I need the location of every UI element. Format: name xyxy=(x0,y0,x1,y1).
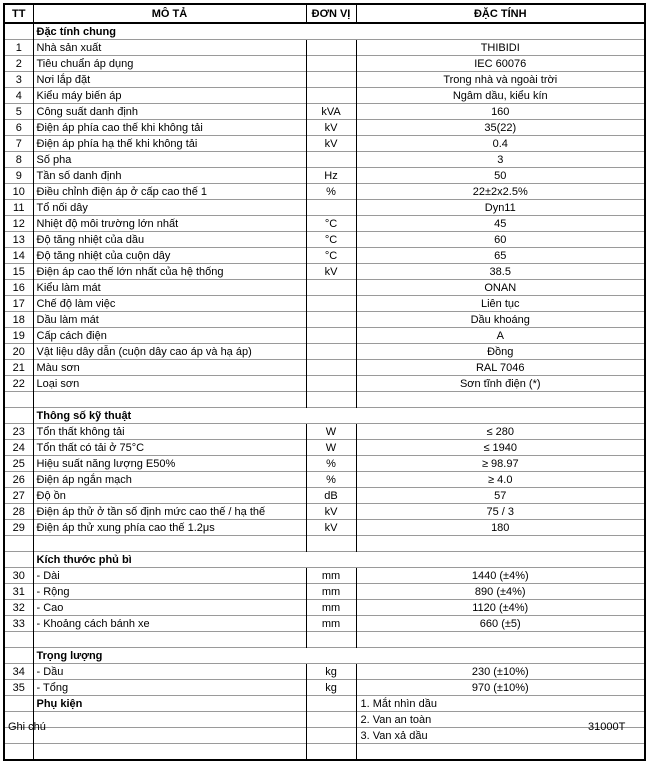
table-row xyxy=(4,616,645,632)
cell-value: Trong nhà và ngoài trời xyxy=(356,72,645,88)
cell-no: 35 xyxy=(4,680,33,696)
spec-sheet xyxy=(3,3,646,761)
cell-value: 230 (±10%) xyxy=(356,664,645,680)
cell-description: Chế độ làm việc xyxy=(33,296,306,312)
table-row xyxy=(4,488,645,504)
cell-description: - Rộng xyxy=(33,584,306,600)
cell-no: 10 xyxy=(4,184,33,200)
cell-value: Dyn11 xyxy=(356,200,645,216)
cell-unit: kV xyxy=(306,264,356,280)
column-header-tt: TT xyxy=(4,4,33,23)
cell-description: Tiêu chuẩn áp dụng xyxy=(33,56,306,72)
cell-no xyxy=(4,23,33,40)
cell-unit: dB xyxy=(306,488,356,504)
cell-description: - Dài xyxy=(33,568,306,584)
cell-unit xyxy=(306,328,356,344)
cell-no: 26 xyxy=(4,472,33,488)
cell-no: 18 xyxy=(4,312,33,328)
cell-value: 75 / 3 xyxy=(356,504,645,520)
section-title: Kích thước phủ bì xyxy=(33,552,645,568)
cell-value: 45 xyxy=(356,216,645,232)
cell-value: 2. Van an toàn xyxy=(356,712,645,728)
table-row xyxy=(4,344,645,360)
spacer-row xyxy=(4,392,645,408)
cell-description: Dầu làm mát xyxy=(33,312,306,328)
cell-value: 970 (±10%) xyxy=(356,680,645,696)
section-row xyxy=(4,552,645,568)
cell-no: 14 xyxy=(4,248,33,264)
cell-no: 28 xyxy=(4,504,33,520)
cell-value: Đồng xyxy=(356,344,645,360)
cell-description: Màu sơn xyxy=(33,360,306,376)
spec-table-body xyxy=(4,23,645,760)
spacer-row xyxy=(4,744,645,761)
cell-unit xyxy=(306,56,356,72)
cell-value: Dầu khoáng xyxy=(356,312,645,328)
spacer-row xyxy=(4,632,645,648)
cell-no: 6 xyxy=(4,120,33,136)
section-row xyxy=(4,23,645,40)
cell-description: - Khoảng cách bánh xe xyxy=(33,616,306,632)
table-row xyxy=(4,184,645,200)
cell-unit xyxy=(306,744,356,761)
column-header-donvi: ĐƠN VỊ xyxy=(306,4,356,23)
section-title: Trọng lượng xyxy=(33,648,645,664)
cell-description xyxy=(33,632,306,648)
cell-description: - Tổng xyxy=(33,680,306,696)
cell-unit xyxy=(306,40,356,56)
cell-no: 20 xyxy=(4,344,33,360)
column-header-mota: MÔ TẢ xyxy=(33,4,306,23)
cell-description: Tổ nối dây xyxy=(33,200,306,216)
cell-description: - Cao xyxy=(33,600,306,616)
cell-no: 7 xyxy=(4,136,33,152)
cell-description: Tần số danh định xyxy=(33,168,306,184)
cell-value xyxy=(356,536,645,552)
cell-unit xyxy=(306,392,356,408)
cell-description: Tổn thất không tải xyxy=(33,424,306,440)
cell-value: ≤ 280 xyxy=(356,424,645,440)
cell-unit: % xyxy=(306,184,356,200)
cell-value: 65 xyxy=(356,248,645,264)
cell-no: 25 xyxy=(4,456,33,472)
table-row xyxy=(4,680,645,696)
cell-unit: °C xyxy=(306,232,356,248)
cell-unit xyxy=(306,296,356,312)
cell-unit xyxy=(306,152,356,168)
table-row xyxy=(4,280,645,296)
table-row xyxy=(4,520,645,536)
cell-value: ≥ 4.0 xyxy=(356,472,645,488)
cell-value: IEC 60076 xyxy=(356,56,645,72)
cell-value: 38.5 xyxy=(356,264,645,280)
table-row xyxy=(4,696,645,712)
cell-no: 23 xyxy=(4,424,33,440)
cell-description: Nơi lắp đặt xyxy=(33,72,306,88)
cell-value xyxy=(356,632,645,648)
cell-description: Điều chỉnh điện áp ở cấp cao thế 1 xyxy=(33,184,306,200)
table-row xyxy=(4,296,645,312)
cell-no: 33 xyxy=(4,616,33,632)
cell-no: 11 xyxy=(4,200,33,216)
header-row xyxy=(4,4,645,23)
cell-description: Điện áp phía hạ thế khi không tải xyxy=(33,136,306,152)
cell-unit: kV xyxy=(306,504,356,520)
cell-no: 30 xyxy=(4,568,33,584)
cell-no: 34 xyxy=(4,664,33,680)
page-footer xyxy=(0,721,649,741)
cell-no: 29 xyxy=(4,520,33,536)
cell-no: 31 xyxy=(4,584,33,600)
cell-description: Độ tăng nhiệt của dầu xyxy=(33,232,306,248)
cell-value: ONAN xyxy=(356,280,645,296)
cell-unit: mm xyxy=(306,616,356,632)
section-row xyxy=(4,648,645,664)
cell-value xyxy=(356,744,645,761)
cell-value: Sơn tĩnh điện (*) xyxy=(356,376,645,392)
cell-no: 2 xyxy=(4,56,33,72)
cell-unit xyxy=(306,376,356,392)
cell-no: 17 xyxy=(4,296,33,312)
cell-value: 3 xyxy=(356,152,645,168)
spacer-row xyxy=(4,536,645,552)
cell-no: 19 xyxy=(4,328,33,344)
cell-value: RAL 7046 xyxy=(356,360,645,376)
cell-value: 60 xyxy=(356,232,645,248)
cell-unit xyxy=(306,344,356,360)
cell-unit xyxy=(306,632,356,648)
cell-value: THIBIDI xyxy=(356,40,645,56)
cell-description: - Dầu xyxy=(33,664,306,680)
cell-unit: kV xyxy=(306,136,356,152)
cell-unit: kVA xyxy=(306,104,356,120)
cell-description: Phụ kiện xyxy=(33,696,306,712)
cell-unit xyxy=(306,312,356,328)
table-row xyxy=(4,104,645,120)
cell-value: 160 xyxy=(356,104,645,120)
cell-no: 16 xyxy=(4,280,33,296)
cell-value: 180 xyxy=(356,520,645,536)
cell-value: Ngâm dầu, kiểu kín xyxy=(356,88,645,104)
cell-description xyxy=(33,744,306,761)
cell-value: 35(22) xyxy=(356,120,645,136)
table-row xyxy=(4,40,645,56)
cell-no: 22 xyxy=(4,376,33,392)
cell-value: 1120 (±4%) xyxy=(356,600,645,616)
table-row xyxy=(4,152,645,168)
cell-no xyxy=(4,552,33,568)
cell-no: 15 xyxy=(4,264,33,280)
table-row xyxy=(4,216,645,232)
table-row xyxy=(4,440,645,456)
table-row xyxy=(4,56,645,72)
cell-description: Điện áp ngắn mạch xyxy=(33,472,306,488)
cell-value: ≥ 98.97 xyxy=(356,456,645,472)
cell-no: 32 xyxy=(4,600,33,616)
footer-note-label: Ghi chú xyxy=(8,721,46,733)
cell-value: 22±2x2.5% xyxy=(356,184,645,200)
cell-no: 1 xyxy=(4,40,33,56)
table-row xyxy=(4,456,645,472)
cell-no: 5 xyxy=(4,104,33,120)
table-row xyxy=(4,584,645,600)
table-row xyxy=(4,264,645,280)
cell-unit: mm xyxy=(306,600,356,616)
cell-description: Nhà sản xuất xyxy=(33,40,306,56)
cell-no: 12 xyxy=(4,216,33,232)
cell-value: 1. Mắt nhìn dầu xyxy=(356,696,645,712)
cell-unit: % xyxy=(306,456,356,472)
cell-no xyxy=(4,408,33,424)
cell-unit xyxy=(306,696,356,712)
table-row xyxy=(4,360,645,376)
cell-description: Điện áp phía cao thế khi không tải xyxy=(33,120,306,136)
cell-unit: kg xyxy=(306,664,356,680)
table-row xyxy=(4,200,645,216)
cell-no xyxy=(4,648,33,664)
cell-unit: Hz xyxy=(306,168,356,184)
cell-value: 890 (±4%) xyxy=(356,584,645,600)
cell-unit xyxy=(306,360,356,376)
cell-no xyxy=(4,392,33,408)
cell-value: A xyxy=(356,328,645,344)
cell-description: Điện áp cao thế lớn nhất của hệ thống xyxy=(33,264,306,280)
cell-value: 0.4 xyxy=(356,136,645,152)
cell-value: 1440 (±4%) xyxy=(356,568,645,584)
cell-unit: W xyxy=(306,440,356,456)
cell-description: Tổn thất có tải ở 75°C xyxy=(33,440,306,456)
cell-unit: °C xyxy=(306,216,356,232)
footer-doc-number: 31000T xyxy=(588,721,626,733)
cell-unit: W xyxy=(306,424,356,440)
table-row xyxy=(4,232,645,248)
table-row xyxy=(4,568,645,584)
cell-description: Hiệu suất năng lượng E50% xyxy=(33,456,306,472)
table-row xyxy=(4,120,645,136)
cell-value: 3. Van xả dầu xyxy=(356,728,645,744)
cell-no: 24 xyxy=(4,440,33,456)
cell-value: 50 xyxy=(356,168,645,184)
spec-table-header xyxy=(4,4,645,23)
cell-no: 8 xyxy=(4,152,33,168)
table-row xyxy=(4,248,645,264)
table-row xyxy=(4,88,645,104)
cell-description: Kiểu máy biến áp xyxy=(33,88,306,104)
cell-description xyxy=(33,536,306,552)
cell-unit xyxy=(306,536,356,552)
cell-unit: % xyxy=(306,472,356,488)
table-row xyxy=(4,376,645,392)
cell-description: Công suất danh định xyxy=(33,104,306,120)
cell-description: Kiểu làm mát xyxy=(33,280,306,296)
column-header-dactinh: ĐẶC TÍNH xyxy=(356,4,645,23)
spec-table xyxy=(3,3,646,761)
cell-description: Độ ồn xyxy=(33,488,306,504)
table-row xyxy=(4,664,645,680)
table-row xyxy=(4,600,645,616)
cell-unit: kV xyxy=(306,520,356,536)
table-row xyxy=(4,136,645,152)
section-title: Đặc tính chung xyxy=(33,23,645,40)
table-row xyxy=(4,472,645,488)
table-row xyxy=(4,504,645,520)
table-row xyxy=(4,168,645,184)
table-row xyxy=(4,328,645,344)
cell-description: Độ tăng nhiệt của cuộn dây xyxy=(33,248,306,264)
cell-no: 21 xyxy=(4,360,33,376)
cell-description: Điện áp thử ở tần số định mức cao thế / hạ thế xyxy=(33,504,306,520)
cell-description: Số pha xyxy=(33,152,306,168)
table-row xyxy=(4,424,645,440)
cell-unit xyxy=(306,200,356,216)
cell-value: 660 (±5) xyxy=(356,616,645,632)
cell-unit: kg xyxy=(306,680,356,696)
cell-unit xyxy=(306,72,356,88)
cell-value: ≤ 1940 xyxy=(356,440,645,456)
cell-value: Liên tục xyxy=(356,296,645,312)
cell-unit xyxy=(306,280,356,296)
cell-unit: mm xyxy=(306,568,356,584)
cell-no: 13 xyxy=(4,232,33,248)
table-row xyxy=(4,72,645,88)
cell-no: 3 xyxy=(4,72,33,88)
table-row xyxy=(4,312,645,328)
cell-no xyxy=(4,744,33,761)
cell-description xyxy=(33,392,306,408)
cell-no xyxy=(4,536,33,552)
cell-unit: mm xyxy=(306,584,356,600)
cell-value: 57 xyxy=(356,488,645,504)
cell-no xyxy=(4,632,33,648)
cell-description: Cấp cách điện xyxy=(33,328,306,344)
section-title: Thông số kỹ thuật xyxy=(33,408,645,424)
cell-unit xyxy=(306,88,356,104)
cell-description: Nhiệt độ môi trường lớn nhất xyxy=(33,216,306,232)
cell-no: 27 xyxy=(4,488,33,504)
cell-unit: °C xyxy=(306,248,356,264)
cell-no: 4 xyxy=(4,88,33,104)
cell-unit: kV xyxy=(306,120,356,136)
section-row xyxy=(4,408,645,424)
cell-description: Vật liệu dây dẫn (cuộn dây cao áp và hạ áp) xyxy=(33,344,306,360)
cell-description: Điện áp thử xung phía cao thế 1.2μs xyxy=(33,520,306,536)
cell-value xyxy=(356,392,645,408)
cell-no: 9 xyxy=(4,168,33,184)
cell-description: Loại sơn xyxy=(33,376,306,392)
cell-no xyxy=(4,696,33,712)
